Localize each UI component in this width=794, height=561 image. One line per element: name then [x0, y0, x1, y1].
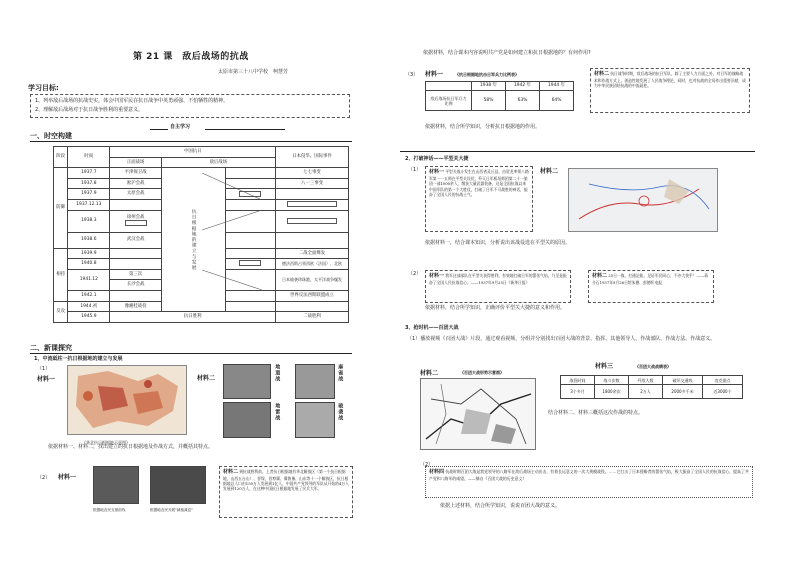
question-r32: 依据上述材料，结合所学知识，说说百团大战的意义。: [440, 503, 561, 509]
question-1-1: 依据材料一、材料二，找出建立的抗日根据地及作战方式，并概括其特点。: [48, 444, 214, 450]
section2-heading: 二、新课探究: [30, 344, 72, 352]
material-text: 平型关战斗发生在山西省灵丘县，由贺龙率领八路军第一一五师在平型关设伏，歼灭日军板垣师团第二十一旅团一部1000余人，缴获大量武器装备，这是全国抗战以来中国军队的第一个大胜仗，打破了日军不可战胜的神话，振奋了全国人民的抗战士气。: [429, 169, 529, 197]
row-time: 1937.8: [68, 178, 110, 189]
row-time: 1937.7: [68, 168, 110, 179]
table-title: 《抗日根据地抗击日军兵力比例表》: [455, 72, 519, 77]
photo-rent-reduction: [150, 466, 206, 504]
goals-heading: 学习目标:: [28, 84, 59, 92]
label-sabotage-warfare: 破袭战: [337, 403, 344, 421]
row-front: [110, 248, 161, 259]
map-caption: 《华北抗日根据地示意图》: [82, 440, 130, 445]
header-china: 中国抗日: [110, 147, 276, 158]
goal-1: 1、列举敌后战场的抗战史实，体会中国军民在抗日战争中英勇顽强、不怕牺牲的精神。: [35, 98, 229, 104]
photo-caption: 根据地农民支援前线: [93, 508, 126, 512]
results-header: 破坏交通线: [663, 376, 703, 385]
header-stage: 阶段: [54, 147, 68, 168]
material-label: 材料一: [429, 273, 445, 279]
material-label: 材料一: [37, 376, 56, 383]
stage-counter: 反攻: [54, 301, 68, 322]
material-label: 材料一: [425, 71, 444, 78]
row-time: 1937.9: [68, 189, 110, 200]
question-top: 依据材料，结合课本内容说明共产党是如何建立和抗日根据地的？有何作用?: [423, 50, 591, 56]
ratio-value: 58%: [472, 91, 506, 111]
header-time: 时间: [68, 147, 110, 168]
question-r22: 依据材料，结合所学知识，正确评价平型关大捷的意义和作用。: [425, 305, 566, 311]
r22-material-1-box: [425, 270, 571, 303]
goals-box: [30, 94, 350, 118]
header-front: 正面战场: [110, 157, 161, 168]
row-front: [110, 199, 161, 210]
row-time: 1945.9: [68, 312, 110, 323]
stage-defense: 防御: [54, 168, 68, 248]
part-number: （2）: [37, 475, 51, 481]
results-value: 3个多月: [561, 385, 595, 399]
header-rear: 敌后战场: [161, 157, 275, 168]
part-number: （3）: [405, 72, 419, 78]
row-front: 平津保卫战: [110, 168, 161, 179]
material-text: 抗战时期百团大战是我党领导的八路军在敌后战场主动出击，有着长远意义的一次大规模战役。……它打击了日本侵略者的嚣张气焰，极大振奋了全国人民的抗战信心，提高了共产党和八路军的威望。——摘自《百团大战的历史意义》: [429, 469, 749, 482]
material-label: 材料二: [592, 273, 608, 279]
r22-material-2-box: [588, 270, 714, 303]
answer-blank[interactable]: [287, 201, 337, 207]
row-japan: 二战全面爆发: [276, 248, 349, 259]
row-time: 1939.9: [68, 248, 110, 259]
divider: [400, 151, 755, 152]
row-front: 淞沪会战: [110, 178, 161, 189]
hundred-regiments-map: [420, 378, 536, 450]
header-japan: 日本侵华、国际事件: [276, 147, 349, 168]
row-time: 1942.1: [68, 290, 110, 301]
material-2-box: [219, 466, 353, 518]
material-label: 材料二: [223, 469, 239, 475]
label-mine-warfare: 地雷战: [274, 403, 281, 421]
battle-results-table: [560, 375, 743, 399]
row-japan: [276, 232, 349, 248]
results-value: 2万人: [629, 385, 663, 399]
row-front: 太原会战: [110, 189, 161, 200]
troop-ratio-table: [425, 81, 574, 111]
results-header: 歼敌人数: [629, 376, 663, 385]
photo-caption: 根据地农民开展"减租减息": [150, 508, 193, 512]
part-number: （2）: [420, 462, 434, 468]
material-text: 我军这部部队在平型关获得胜利，有效地打破日军的嚣张气焰，乃至是振奋了全国人民抗战信心。——1937年9月25日《新华日报》: [429, 273, 567, 286]
subsection-1: 1、中流砥柱一抗日根据地的建立与发展: [34, 356, 123, 362]
r31-intro: [407, 336, 759, 342]
author: 太原市第三十八中学校 柯慧芳: [218, 69, 289, 75]
rear-column-diagonals: [200, 170, 270, 320]
row-japan: 二战胜利: [276, 312, 349, 323]
results-header: 攻克据点: [703, 376, 743, 385]
answer-blank[interactable]: [125, 220, 147, 226]
r32-material-4-box: [425, 466, 753, 498]
part-number: （2）: [408, 271, 422, 277]
row-front: [110, 259, 161, 270]
results-header: 战役时间: [561, 376, 595, 385]
label-tunnel-warfare: 地道战: [274, 364, 281, 382]
table-title: 《百团大战战绩表》: [635, 364, 671, 369]
photo-sparrow: [295, 364, 335, 399]
photo-sabotage: [295, 402, 335, 438]
answer-blank[interactable]: [287, 218, 337, 224]
row-japan: 德法西斯占领西欧（法国）、北欧: [276, 259, 349, 270]
divider: [30, 141, 352, 142]
year-header: 1938 年: [472, 82, 506, 91]
results-value: 1800余次: [595, 385, 629, 399]
row-front: 豫湘桂战役: [110, 301, 161, 312]
material-label: 材料二: [420, 370, 439, 377]
page-title: 第 21 课 敌后战场的抗战: [133, 52, 249, 62]
row-time: 1937.12.13: [68, 199, 110, 210]
front-label: 徐州会战: [126, 214, 145, 220]
material-label: 材料二: [540, 168, 559, 175]
ratio-value: 64%: [540, 91, 574, 111]
row-japan[interactable]: [276, 199, 349, 210]
row-time: 1938.3: [68, 210, 110, 232]
row-label: 敌后战场抗日军兵力比例: [426, 91, 472, 111]
row-front: [110, 290, 161, 301]
row-japan: 日本偷袭珍珠港，太平洋战争爆发: [276, 269, 349, 290]
photo-farmers-support: [93, 466, 139, 504]
base-vertical-label: 抗日根据地的建立与发展: [191, 208, 197, 271]
photo-tunnel: [223, 364, 271, 399]
stage-stalemate: 相持: [54, 248, 68, 301]
material-text: 25日一战，打通沦陷，足证军民同心，不亦大快乎！——蒋介石1937年9月26日给朱德、彭德怀电报: [592, 273, 708, 286]
material-label: 材料一: [58, 474, 77, 481]
part-number: （1）: [37, 366, 51, 372]
self-study-label: 自主学习: [170, 124, 191, 130]
subsection-2: 2、打破神话——平型关大捷: [405, 156, 469, 162]
results-value: 近3000个: [703, 385, 743, 399]
material-label: 材料三: [595, 363, 614, 370]
material-label: 材料四: [429, 469, 445, 475]
intro-text: 播放视频《百团大战》片段，通过观看视频，分组并分别找出百团大战的背景、指挥、其他领导人、作战部队、作战方法、作战意义。: [420, 336, 716, 342]
row-front[interactable]: [110, 210, 161, 232]
divider: [30, 353, 352, 354]
material-text: 抗日战争时期，敌后战场的抗日军队，除了主要人力方面之外，对日军的战略战术和作战方式上，创造性地发展了人民战争理论，同时，也对抗战的全局作出重要贡献，成为中华民族团结抗战的中流砥柱。: [594, 71, 746, 89]
row-front: 抗日胜利: [110, 312, 276, 323]
year-header: 1944 年: [540, 82, 574, 91]
question-r21: 依据材料一，结合课本知识，分析说出该战役选在平型关的原因。: [425, 240, 571, 246]
material-label: 材料二: [594, 71, 610, 77]
row-time: 1938.6: [68, 232, 110, 248]
row-time: 1940.8: [68, 259, 110, 270]
ratio-value: 63%: [506, 91, 540, 111]
row-time: 1944.初: [68, 301, 110, 312]
subsection-3: 3、抢时机——百团大战: [405, 325, 459, 331]
row-front: 第三次: [110, 269, 161, 280]
question-r31: 结合材料二、材料三概括这次作战的特点。: [548, 410, 644, 416]
row-time: 1941.12: [68, 269, 110, 290]
divider: [205, 129, 285, 130]
r21-material-1-box: [425, 166, 533, 232]
question-r3: 依据材料，结合所学知识，分析抗日根据地的作用。: [425, 124, 541, 130]
results-value: 2000多千米: [663, 385, 703, 399]
row-japan: 世界反法西斯联盟成立: [276, 290, 349, 301]
row-front: 长沙会战: [110, 280, 161, 291]
year-header: 1942 年: [506, 82, 540, 91]
part-number: （1）: [407, 336, 421, 342]
goal-2: 2、理解敌后战场对于抗日战争胜利的重要意义。: [35, 107, 144, 114]
row-japan: [276, 301, 349, 312]
results-header: 战斗次数: [595, 376, 629, 385]
photo-mine: [223, 402, 271, 438]
row-japan: 七七事变: [276, 168, 349, 179]
row-japan[interactable]: [276, 210, 349, 232]
material-label: 材料一: [429, 169, 445, 175]
material-label: 材料二: [197, 375, 216, 382]
material-text: 到抗战胜利前，上者抗日根据地有华北解放区（第一个抗日根据地，山西五台山）、晋绥、晋察冀、冀鲁豫、山东等十一个解放区，抗日根据地总人口由150万人发展到1亿人，中国共产党领导的军队从开始的4万人发展到120万人，在这种中国抗日根据地发展了民兵大军。: [223, 469, 349, 491]
row-japan: [276, 189, 349, 200]
north-china-base-map: [67, 365, 187, 435]
row-japan: 八一三事变: [276, 178, 349, 189]
pingxingguan-map: [568, 168, 718, 232]
corner-cell: [426, 82, 472, 91]
part-number: （1）: [408, 167, 422, 173]
divider: [150, 129, 168, 130]
map-title: 《百团大战形势示意图》: [460, 370, 504, 375]
section1-heading: 一、时空构建: [30, 132, 72, 140]
row-front: 武汉会战: [110, 232, 161, 248]
label-sparrow-warfare: 麻雀战: [337, 364, 344, 382]
r3-material-2-box: [590, 68, 750, 113]
